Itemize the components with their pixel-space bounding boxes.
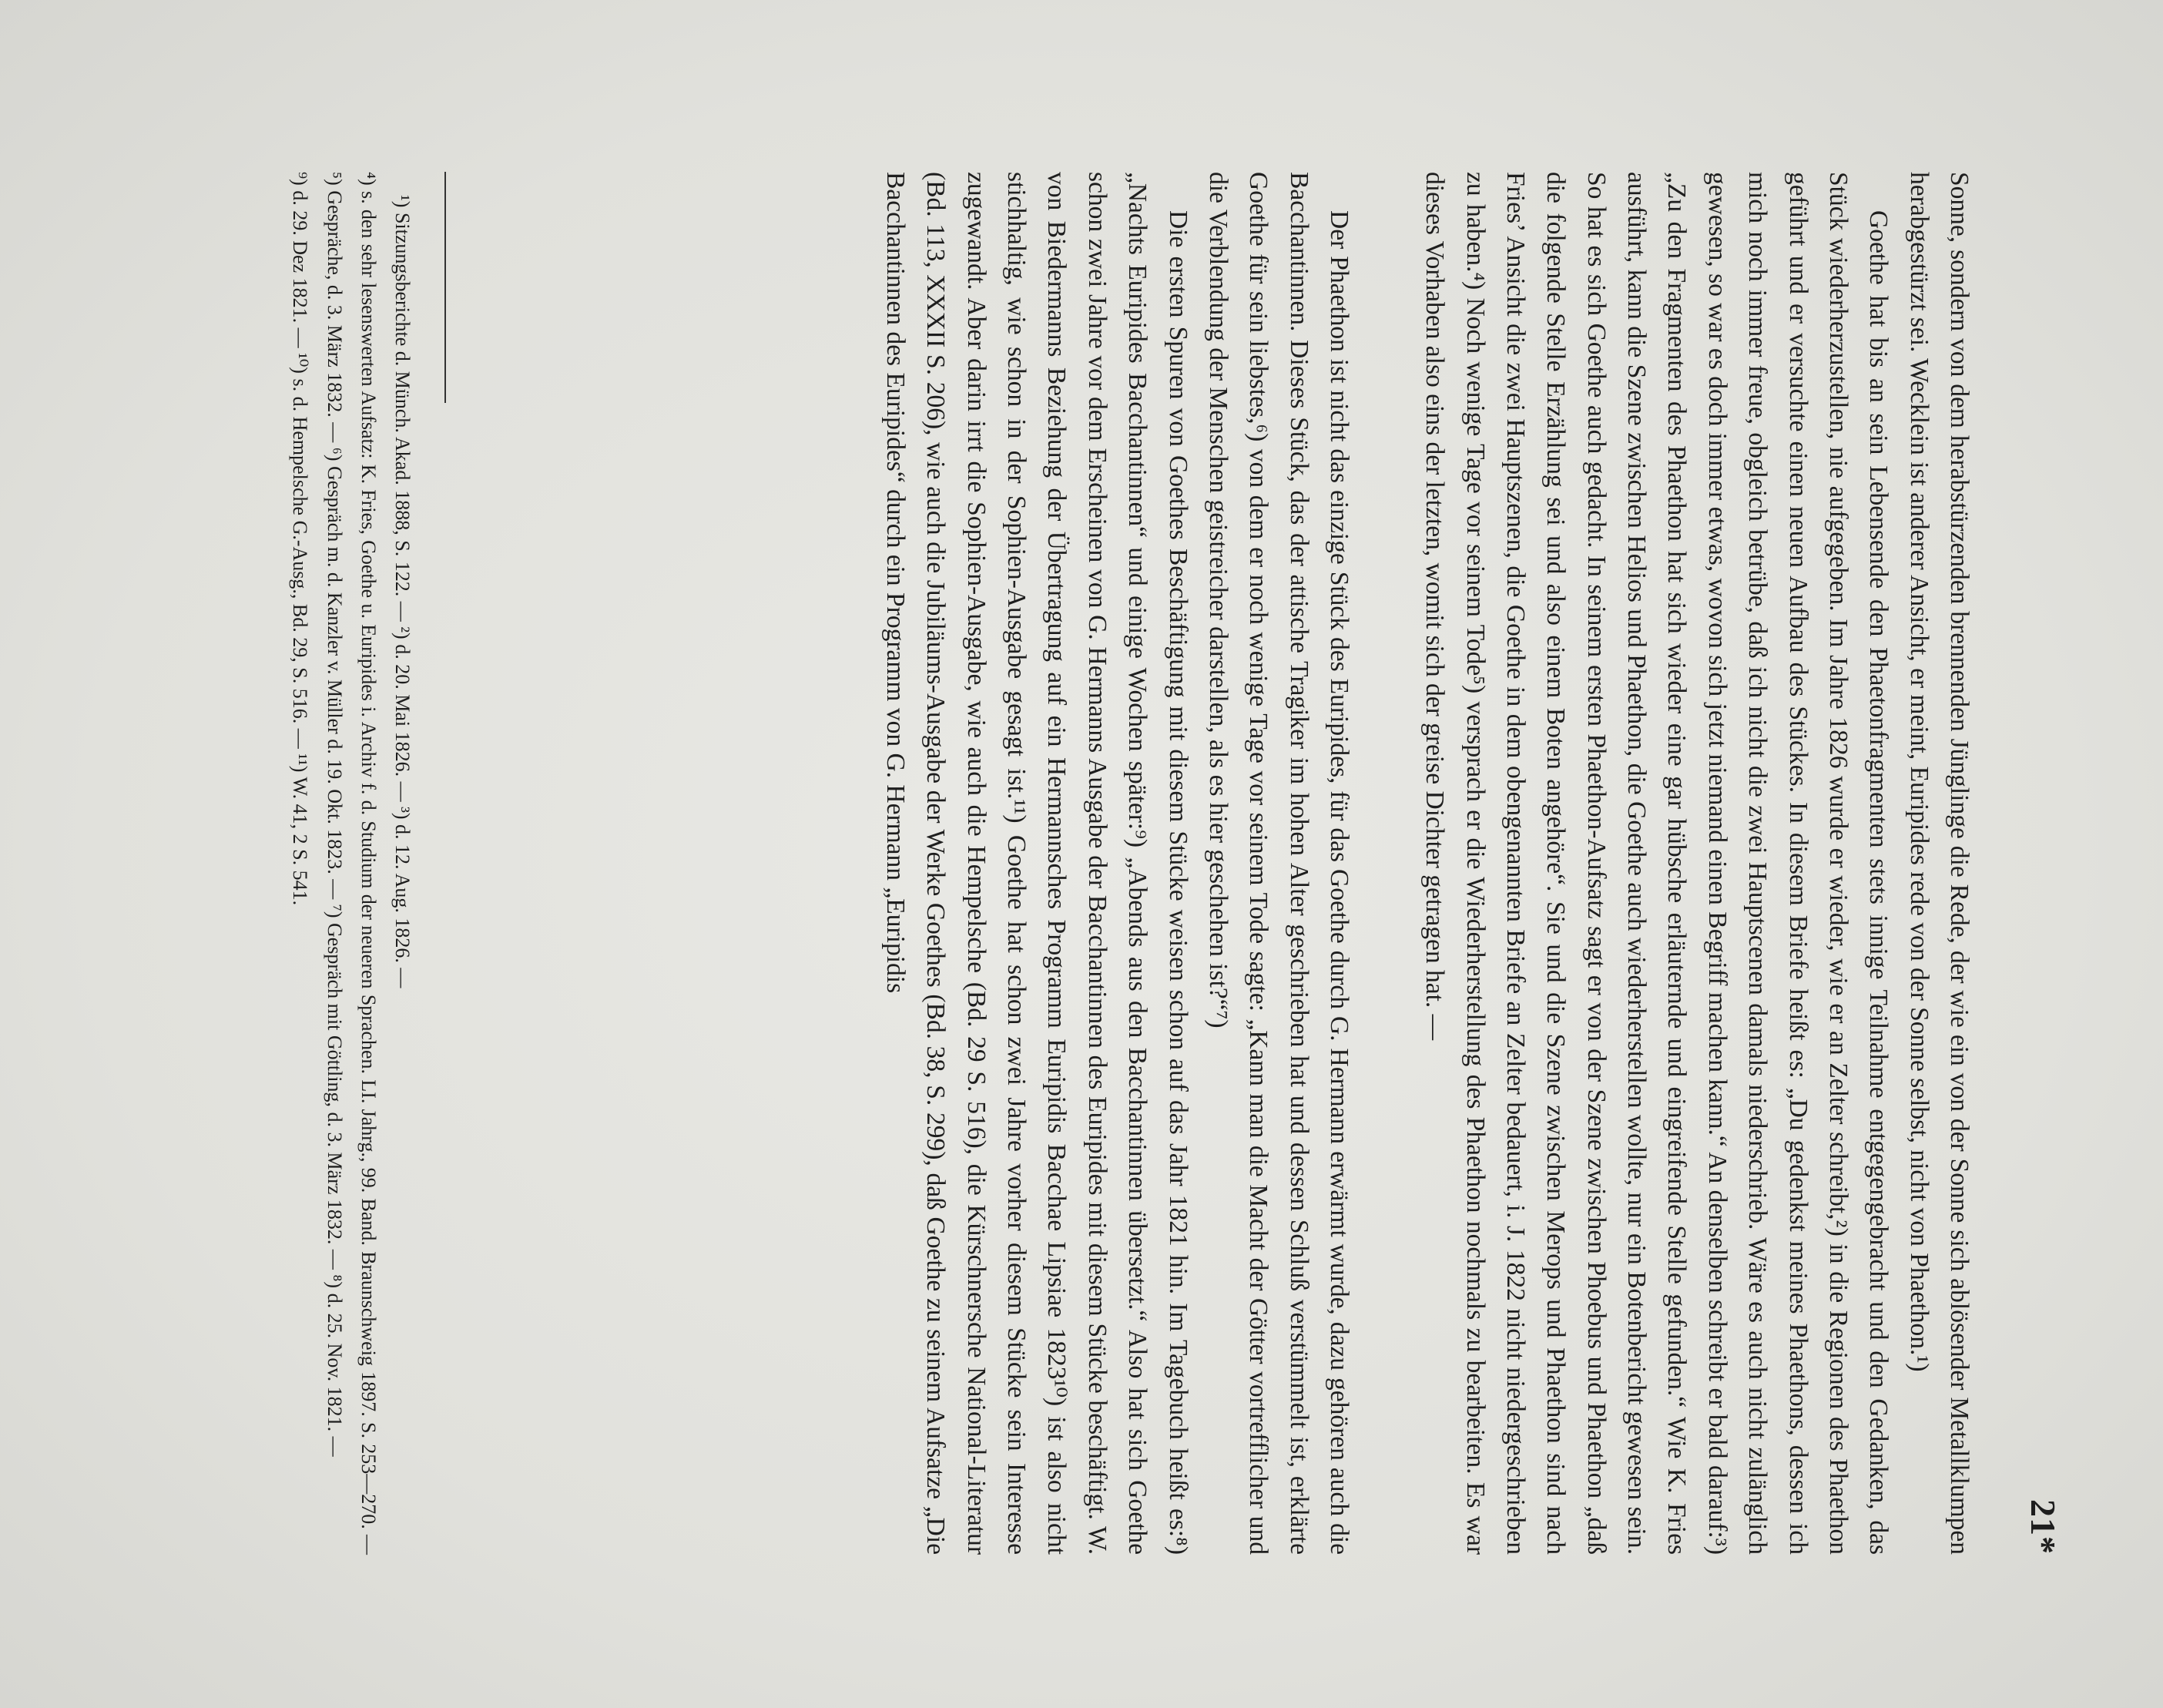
- page-number: 21*: [2024, 1499, 2063, 1555]
- footnote-line-2: ⁴) s. den sehr lesenswerten Aufsatz: K. Fries, Goethe u. Euripides i. Archiv f. d. Studium der neueren Sprachen. LI. Jahrg., 99. Band. Braunschweig 1897. S. 253—270. — ⁵) Gespräche, d. 3. März 1832. — ⁶) Gespräch m. d. Kanzler v. Müller d. 19. Okt. 1823. — ⁷) Gespräch mit Göttling, d. 3. März 1832. — ⁸) d. 25. Nov. 1821. —: [323, 172, 380, 1555]
- paragraph-4: Die ersten Spuren von Goethes Beschäftigung mit diesem Stücke weisen schon auf das Jahr 1821 hin. Im Tagebuch heißt es:⁸) „Nachts Euripides Bacchantinnen“ und einige Wochen später:⁹) „Abends aus den Bacchantinnen übersetzt.“ Also hat sich Goethe schon zwei Jahre vor dem Erscheinen von G. Hermanns Ausgabe der Bacchantinnen des Euripides mit diesem Stücke beschäftigt. W. von Biedermanns Beziehung der Übertragung auf ein Hermannsches Programm Euripidis Bacchae Lipsiae 1823¹⁰) ist also nicht stichhaltig, wie schon in der Sophien-Ausgabe gesagt ist.¹¹) Goethe hat schon zwei Jahre vorher diesem Stücke sein Interesse zugewandt. Aber darin irrt die Sophien-Ausgabe, wie auch die Hempelsche (Bd. 29 S. 516), die Kürschnersche National-Literatur (Bd. 113, XXXII S. 206), wie auch die Jubiläums-Ausgabe der Werke Goethes (Bd. 38, S. 299), daß Goethe zu seinem Aufsatze „Die Bacchantinnen des Euripides“ durch ein Programm von G. Hermann „Euripidis: [881, 172, 1192, 1555]
- footnote-line-1: ¹) Sitzungsberichte d. Münch. Akad. 1888, S. 122. — ²) d. 20. Mai 1826. — ³) d. 12. Aug. 1826. —: [391, 195, 414, 988]
- footnote-line-3: ⁹) d. 29. Dez 1821. — ¹⁰) s. d. Hempelsche G.-Ausg., Bd. 29, S. 516. — ¹¹) W. 41, 2 S. 541.: [289, 172, 312, 906]
- paragraph-3: Der Phaethon ist nicht das einzige Stück des Euripides, für das Goethe durch G. Hermann erwärmt wurde, dazu gehören auch die Bacchantinnen. Dieses Stück, das der attische Tragiker im hohen Alter geschrieben hat und dessen Schluß verstümmelt ist, erklärte Goethe für sein liebstes,⁶) von dem er noch wenige Tage vor seinem Tode sagte: „Kann man die Macht der Götter vortrefflicher und die Verblendung der Menschen geistreicher darstellen, als es hier geschehen ist?“⁷): [1203, 172, 1353, 1555]
- footnote-rule: [444, 172, 446, 403]
- footnotes: [283, 172, 419, 1555]
- book-page: [57, 68, 2106, 1639]
- paragraph-1: Sonne, sondern von dem herabstürzenden brennenden Jünglinge die Rede, der wie ein von der Sonne sich ablösender Metallklumpen herabgestürzt sei. Wecklein ist anderer Ansicht, er meint, Euripides rede von der Sonne selbst, nicht von Phaethon.¹): [1904, 172, 1974, 1555]
- body-text: [875, 172, 1979, 1555]
- paragraph-2: Goethe hat bis an sein Lebensende den Phaetonfragmenten stets innige Teilnahme entgegengebracht und den Gedanken, das Stück wiederherzustellen, nie aufgegeben. Im Jahre 1826 wurde er wieder, wie er an Zelter schreibt,²) in die Regionen des Phaethon geführt und er versuchte einen neuen Aufbau des Stückes. In diesem Briefe heißt es: „Du gedenkst meines Phaethons, dessen ich mich noch immer freue, obgleich betrübe, daß ich nicht die zwei Hauptscenen damals niederschrieb. Wäre es auch nicht zulänglich gewesen, so war es doch immer etwas, wovon sich jetzt niemand einen Begriff machen kann.“ An denselben schreibt er bald darauf:³) „Zu den Fragmenten des Phaethon hat sich wieder eine gar hübsche erläuternde und eingreifende Stelle gefunden.“ Wie K. Fries ausführt, kann die Szene zwischen Helios und Phaethon, die Goethe auch wiederherstellen wollte, nur ein Botenbericht gewesen sein. So hat es sich Goethe auch gedacht. In seinem ersten Phaethon-Aufsatz sagt er von der Szene zwischen Phoebus und Phaethon „daß die folgende Stelle Erzählung sei und also einem Boten angehöre“. Sie und die Szene zwischen Merops und Phaethon sind nach Fries’ Ansicht die zwei Hauptszenen, die Goethe in dem obengenannten Briefe an Zelter bedauert, i. J. 1822 nicht niedergeschrieben zu haben.⁴) Noch wenige Tage vor seinem Tode⁵) versprach er die Wiederherstellung des Phaethon nochmals zu bearbeiten. Es war dieses Vorhaben also eins der letzten, womit sich der greise Dichter getragen hat. —: [1420, 172, 1893, 1555]
